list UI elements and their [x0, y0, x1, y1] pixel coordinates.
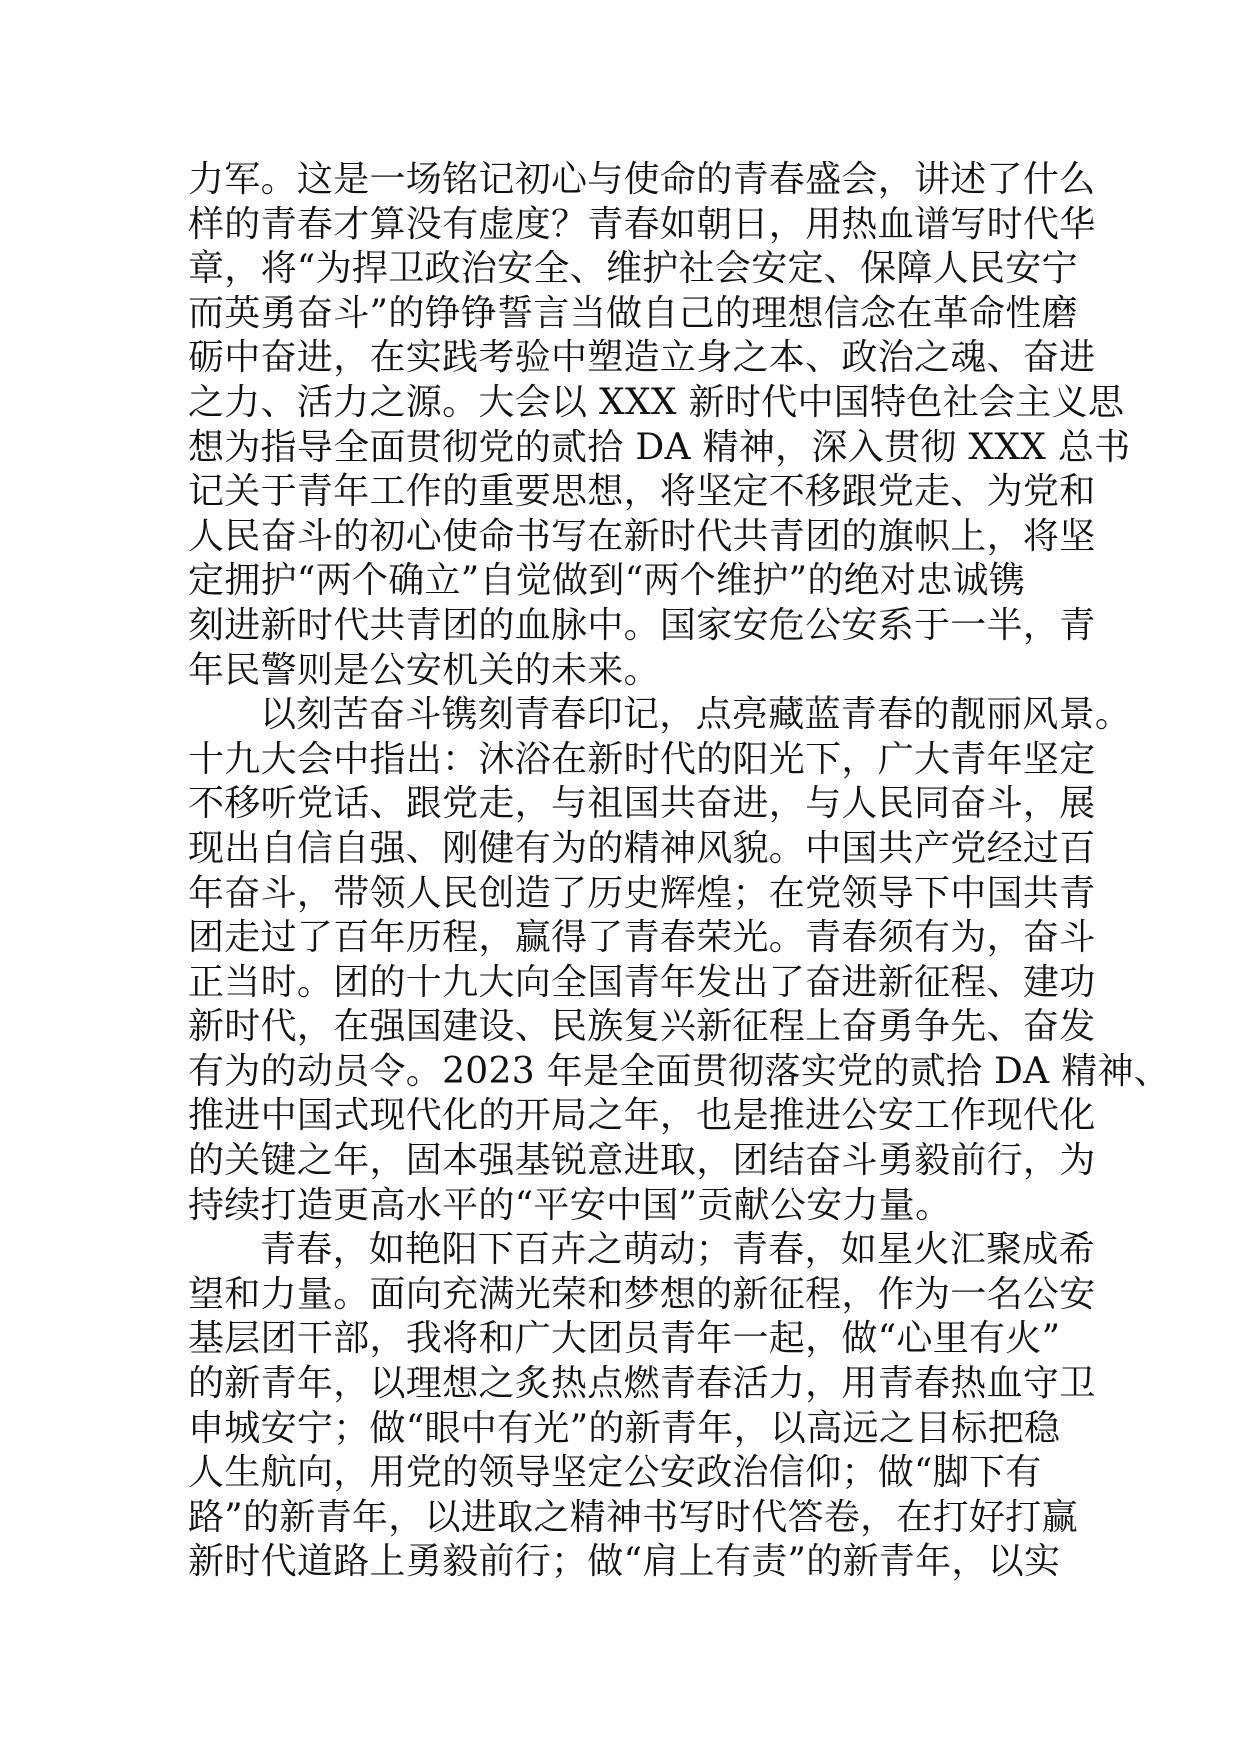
text-line: 刻进新时代共青团的血脉中。国家安危公安系于一半，青 — [188, 604, 1096, 646]
text-line: 样的青春才算没有虚度？青春如朝日，用热血谱写时代华 — [188, 203, 1096, 245]
text-line: 而英勇奋斗”的铮铮誓言当做自己的理想信念在革命性磨 — [188, 292, 1078, 334]
text-line: 有为的动员令。2023 年是全面贯彻落实党的贰拾 DA 精神、 — [188, 1050, 1171, 1092]
text-line: 望和力量。面向充满光荣和梦想的新征程，作为一名公安 — [188, 1273, 1096, 1315]
text-line: 记关于青年工作的重要思想，将坚定不移跟党走、为党和 — [188, 471, 1096, 513]
text-line: 人生航向，用党的领导坚定公安政治信仰；做“脚下有 — [188, 1452, 1042, 1494]
text-line: 章，将“为捍卫政治安全、维护社会安定、保障人民安宁 — [188, 248, 1078, 290]
text-line: 想为指导全面贯彻党的贰拾 DA 精神，深入贯彻 XXX 总书 — [188, 426, 1131, 468]
text-line: 正当时。团的十九大向全国青年发出了奋进新征程、建功 — [188, 961, 1096, 1003]
text-line: 推进中国式现代化的开局之年，也是推进公安工作现代化 — [188, 1095, 1096, 1137]
text-line: 不移听党话、跟党走，与祖国共奋进，与人民同奋斗，展 — [188, 783, 1096, 825]
text-line: 基层团干部，我将和广大团员青年一起，做“心里有火” — [188, 1318, 1061, 1360]
text-line: 力军。这是一场铭记初心与使命的青春盛会，讲述了什么 — [188, 159, 1096, 200]
text-line: 十九大会中指出：沐浴在新时代的阳光下，广大青年坚定 — [188, 738, 1096, 780]
text-line: 持续打造更高水平的“平安中国”贡献公安力量。 — [188, 1184, 952, 1226]
text-line: 申城安宁；做“眼中有光”的新青年，以高远之目标把稳 — [188, 1407, 1061, 1449]
text-line: 人民奋斗的初心使命书写在新时代共青团的旗帜上，将坚 — [188, 515, 1096, 557]
text-line: 砺中奋进，在实践考验中塑造立身之本、政治之魂、奋进 — [188, 337, 1096, 379]
text-line: 新时代，在强国建设、民族复兴新征程上奋勇争先、奋发 — [188, 1006, 1096, 1048]
text-line: 团走过了百年历程，赢得了青春荣光。青春须有为，奋斗 — [188, 917, 1096, 959]
text-line: 新时代道路上勇毅前行；做“肩上有责”的新青年，以实 — [188, 1541, 1061, 1583]
text-line: 的新青年，以理想之炙热点燃青春活力，用青春热血守卫 — [188, 1363, 1096, 1405]
text-line: 之力、活力之源。大会以 XXX 新时代中国特色社会主义思 — [188, 381, 1125, 423]
paragraph-first-line: 青春，如艳阳下百卉之萌动；青春，如星火汇聚成希 — [260, 1229, 1095, 1271]
document-body — [188, 158, 1171, 1585]
text-line: 现出自信自强、刚健有为的精神风貌。中国共产党经过百 — [188, 827, 1096, 869]
text-line: 年奋斗，带领人民创造了历史辉煌；在党领导下中国共青 — [188, 872, 1096, 914]
text-line: 年民警则是公安机关的未来。 — [188, 649, 660, 691]
text-line: 的关键之年，固本强基锐意进取，团结奋斗勇毅前行，为 — [188, 1140, 1096, 1182]
paragraph-first-line: 以刻苦奋斗镌刻青春印记，点亮藏蓝青春的靓丽风景。 — [260, 694, 1132, 736]
text-line: 定拥护“两个确立”自觉做到“两个维护”的绝对忠诚镌 — [188, 560, 1026, 602]
text-line: 路”的新青年，以进取之精神书写时代答卷，在打好打赢 — [188, 1496, 1078, 1538]
